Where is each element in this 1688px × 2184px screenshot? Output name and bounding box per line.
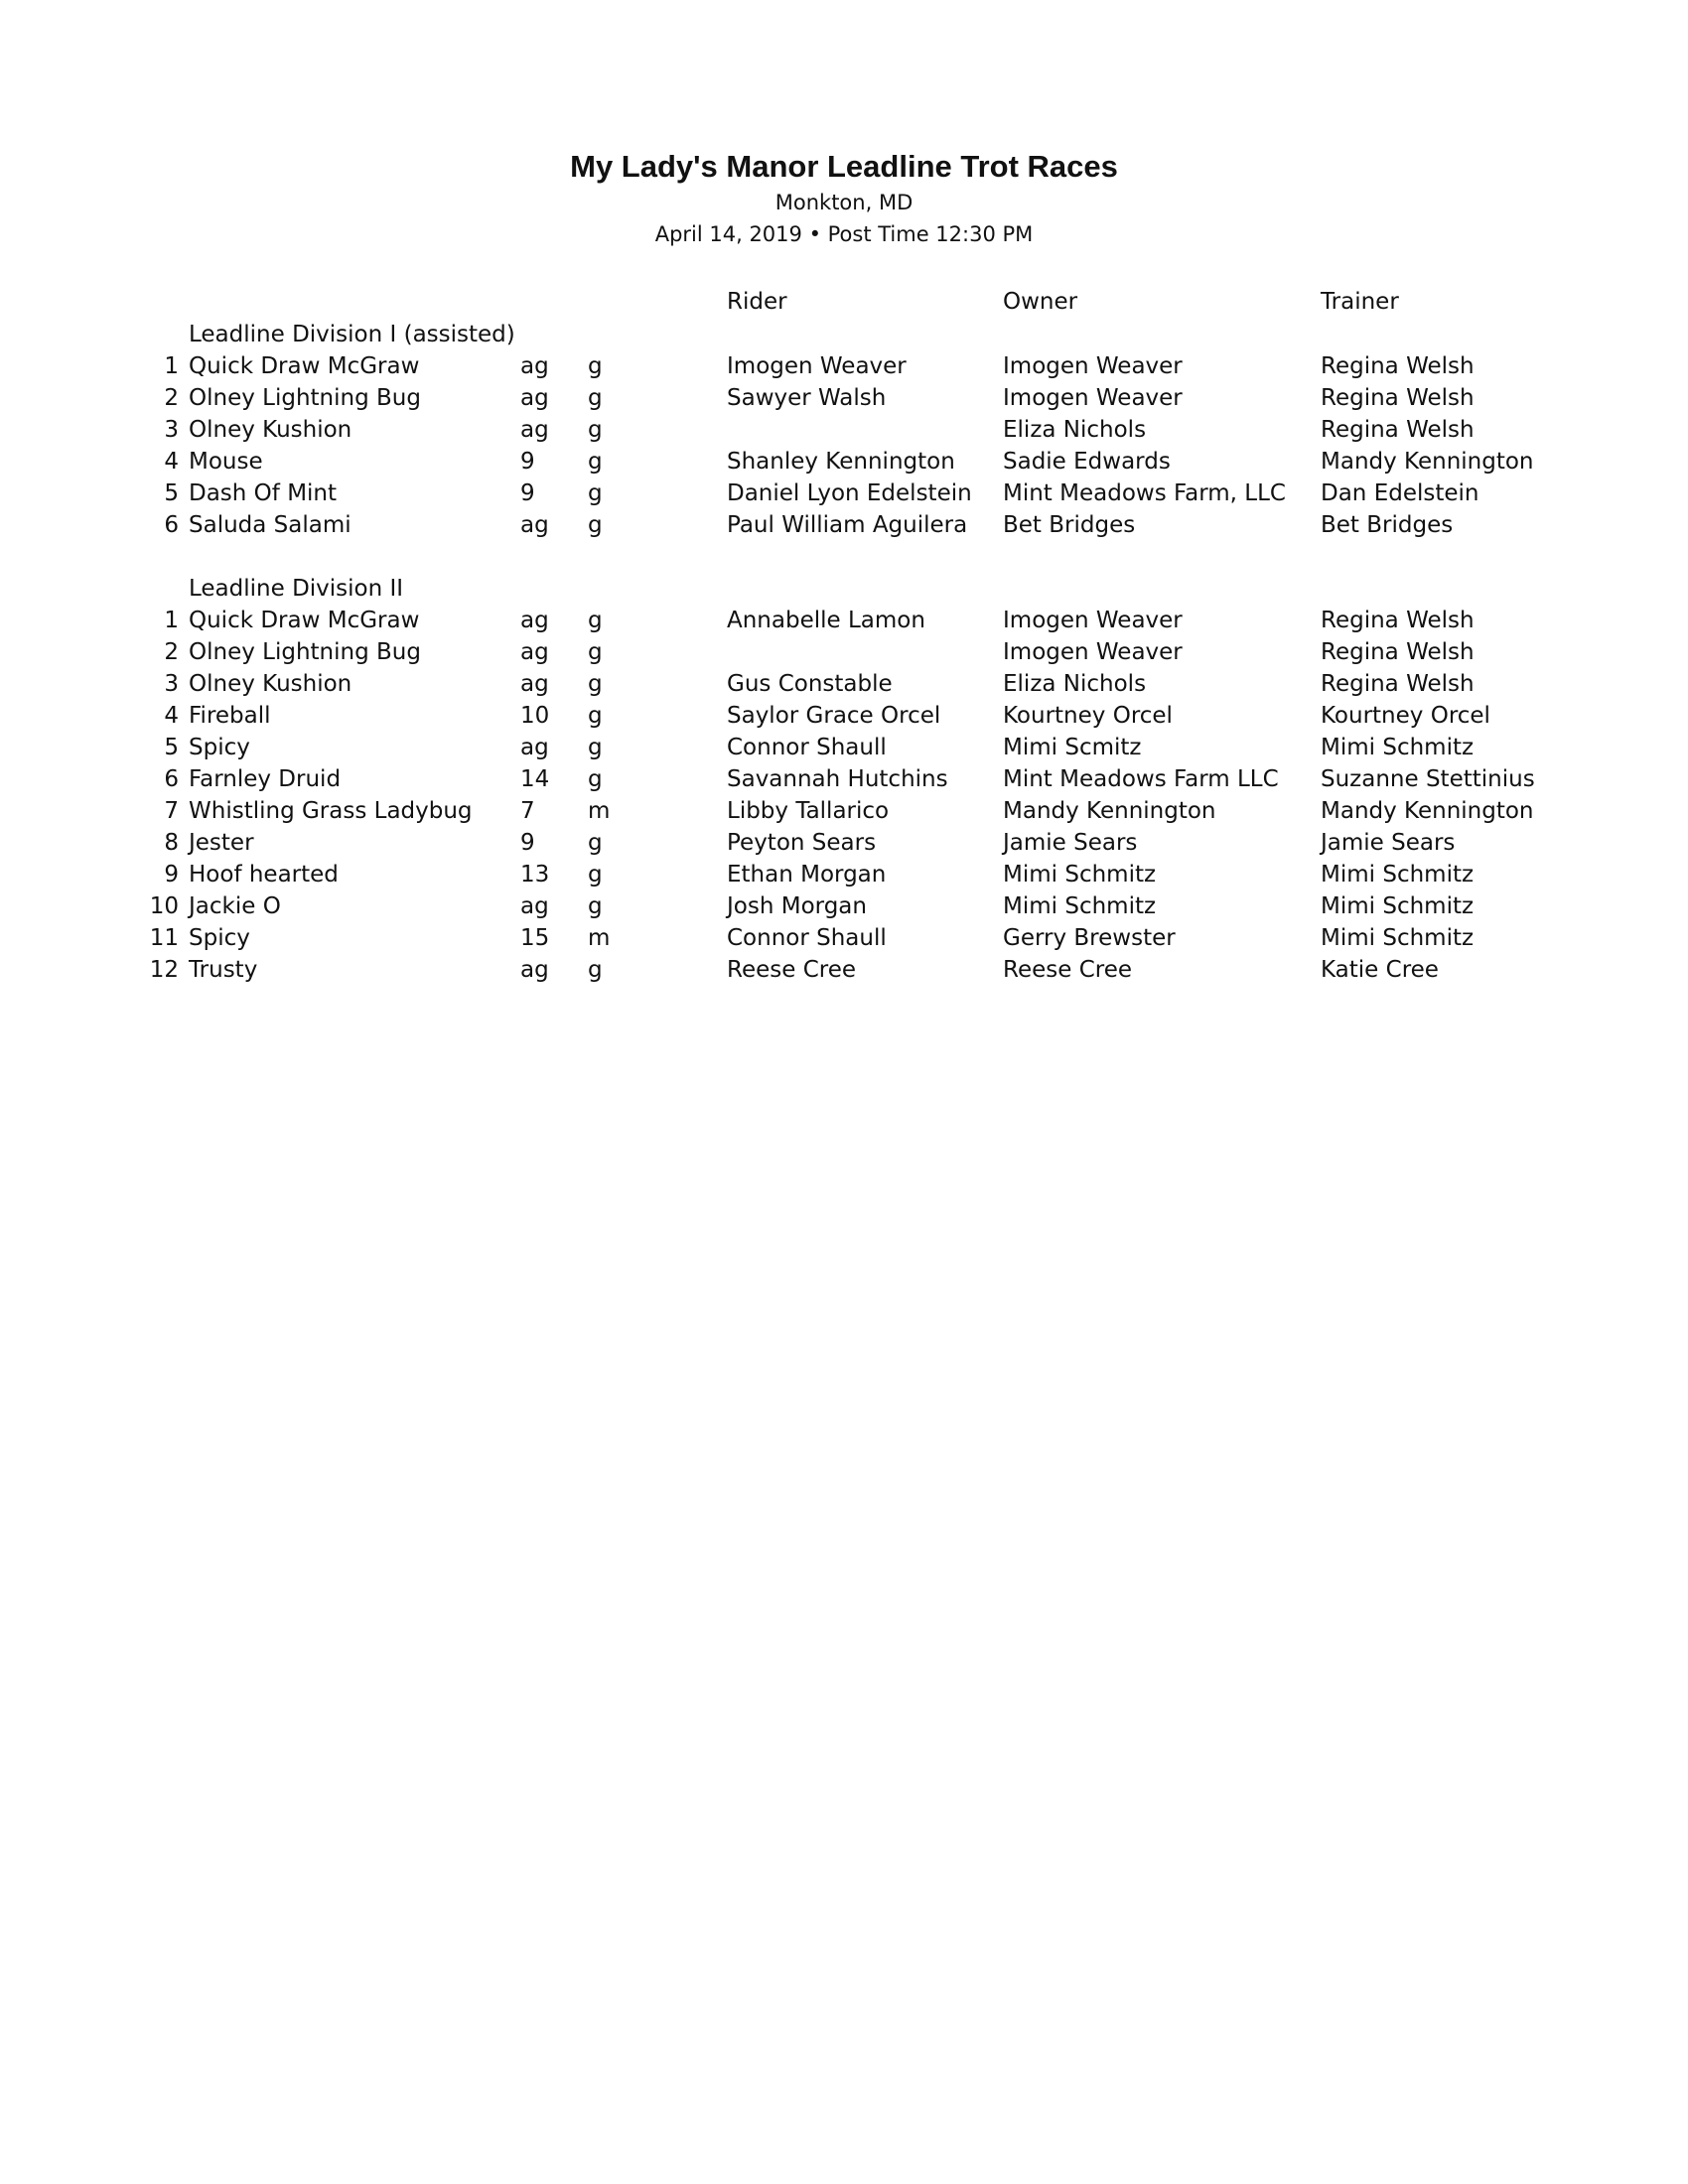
horse-age: ag: [520, 608, 549, 633]
horse-sex: g: [588, 639, 603, 665]
entry-number: 2: [164, 385, 179, 411]
owner-name: Mint Meadows Farm, LLC: [1003, 480, 1286, 506]
horse-sex: g: [588, 703, 603, 729]
rider-name: Josh Morgan: [727, 893, 867, 919]
rider-name: Saylor Grace Orcel: [727, 703, 941, 729]
horse-age: ag: [520, 957, 549, 983]
owner-name: Eliza Nichols: [1003, 417, 1147, 443]
horse-sex: g: [588, 735, 603, 760]
trainer-name: Mimi Schmitz: [1321, 735, 1475, 760]
division-title: Leadline Division II: [189, 576, 404, 602]
rider-name: Peyton Sears: [727, 830, 877, 856]
trainer-name: Jamie Sears: [1321, 830, 1456, 856]
owner-name: Mimi Scmitz: [1003, 735, 1142, 760]
entry-number: 12: [149, 957, 179, 983]
division-heading: [0, 573, 1688, 605]
horse-sex: g: [588, 830, 603, 856]
horse-name: Olney Lightning Bug: [189, 639, 421, 665]
entry-row: [0, 605, 1688, 636]
horse-name: Spicy: [189, 735, 250, 760]
horse-name: Whistling Grass Ladybug: [189, 798, 473, 824]
owner-name: Kourtney Orcel: [1003, 703, 1173, 729]
horse-name: Quick Draw McGraw: [189, 353, 420, 379]
event-location: Monkton, MD: [774, 191, 914, 214]
horse-age: ag: [520, 512, 549, 538]
horse-name: Fireball: [189, 703, 271, 729]
entry-number: 6: [164, 512, 179, 538]
entry-row: [0, 509, 1688, 541]
horse-age: 13: [520, 862, 550, 887]
trainer-name: Mimi Schmitz: [1321, 893, 1475, 919]
horse-name: Quick Draw McGraw: [189, 608, 420, 633]
horse-age: 15: [520, 925, 550, 951]
horse-name: Spicy: [189, 925, 250, 951]
horse-age: ag: [520, 385, 549, 411]
entry-row: [0, 446, 1688, 478]
entry-row: [0, 382, 1688, 414]
horse-sex: g: [588, 671, 603, 697]
trainer-name: Mandy Kennington: [1321, 798, 1534, 824]
owner-name: Sadie Edwards: [1003, 449, 1171, 475]
horse-age: ag: [520, 417, 549, 443]
entry-number: 5: [164, 480, 179, 506]
horse-age: ag: [520, 893, 549, 919]
column-header-trainer: Trainer: [1321, 289, 1399, 315]
horse-sex: g: [588, 353, 603, 379]
horse-name: Olney Lightning Bug: [189, 385, 421, 411]
trainer-name: Regina Welsh: [1321, 353, 1475, 379]
owner-name: Imogen Weaver: [1003, 608, 1183, 633]
owner-name: Mimi Schmitz: [1003, 893, 1157, 919]
trainer-name: Regina Welsh: [1321, 671, 1475, 697]
entry-number: 8: [164, 830, 179, 856]
owner-name: Imogen Weaver: [1003, 385, 1183, 411]
entry-number: 3: [164, 417, 179, 443]
horse-age: ag: [520, 735, 549, 760]
owner-name: Reese Cree: [1003, 957, 1133, 983]
horse-sex: g: [588, 449, 603, 475]
horse-sex: g: [588, 417, 603, 443]
horse-sex: g: [588, 608, 603, 633]
entry-number: 1: [164, 608, 179, 633]
owner-name: Imogen Weaver: [1003, 353, 1183, 379]
trainer-name: Suzanne Stettinius: [1321, 766, 1535, 792]
horse-age: 10: [520, 703, 550, 729]
trainer-name: Mimi Schmitz: [1321, 925, 1475, 951]
owner-name: Eliza Nichols: [1003, 671, 1147, 697]
entry-row: [0, 795, 1688, 827]
entry-number: 3: [164, 671, 179, 697]
rider-name: Ethan Morgan: [727, 862, 887, 887]
horse-sex: g: [588, 766, 603, 792]
entry-row: [0, 732, 1688, 763]
horse-age: ag: [520, 671, 549, 697]
entry-number: 11: [149, 925, 179, 951]
horse-sex: g: [588, 893, 603, 919]
horse-name: Trusty: [189, 957, 258, 983]
division-heading: [0, 319, 1688, 350]
horse-age: 9: [520, 480, 535, 506]
entry-row: [0, 890, 1688, 922]
entry-row: [0, 859, 1688, 890]
horse-age: 9: [520, 449, 535, 475]
rider-name: Shanley Kennington: [727, 449, 955, 475]
owner-name: Imogen Weaver: [1003, 639, 1183, 665]
horse-name: Hoof hearted: [189, 862, 339, 887]
entry-row: [0, 668, 1688, 700]
entry-row: [0, 827, 1688, 859]
horse-name: Olney Kushion: [189, 671, 352, 697]
entry-number: 9: [164, 862, 179, 887]
entry-number: 7: [164, 798, 179, 824]
entry-number: 6: [164, 766, 179, 792]
owner-name: Jamie Sears: [1003, 830, 1138, 856]
horse-sex: m: [588, 925, 611, 951]
horse-name: Saluda Salami: [189, 512, 352, 538]
horse-name: Dash Of Mint: [189, 480, 338, 506]
column-header-row: [0, 286, 1688, 318]
owner-name: Gerry Brewster: [1003, 925, 1176, 951]
entry-number: 2: [164, 639, 179, 665]
horse-sex: m: [588, 798, 611, 824]
horse-age: 14: [520, 766, 550, 792]
rider-name: Annabelle Lamon: [727, 608, 925, 633]
horse-sex: g: [588, 385, 603, 411]
rider-name: Savannah Hutchins: [727, 766, 948, 792]
rider-name: Connor Shaull: [727, 925, 887, 951]
entry-row: [0, 414, 1688, 446]
horse-name: Farnley Druid: [189, 766, 342, 792]
rider-name: Reese Cree: [727, 957, 857, 983]
rider-name: Daniel Lyon Edelstein: [727, 480, 972, 506]
rider-name: Paul William Aguilera: [727, 512, 968, 538]
entry-number: 4: [164, 449, 179, 475]
rider-name: Sawyer Walsh: [727, 385, 887, 411]
horse-age: ag: [520, 353, 549, 379]
rider-name: Gus Constable: [727, 671, 893, 697]
entry-number: 5: [164, 735, 179, 760]
horse-age: ag: [520, 639, 549, 665]
trainer-name: Regina Welsh: [1321, 639, 1475, 665]
horse-age: 9: [520, 830, 535, 856]
trainer-name: Bet Bridges: [1321, 512, 1454, 538]
horse-name: Jackie O: [189, 893, 281, 919]
horse-sex: g: [588, 480, 603, 506]
entry-number: 1: [164, 353, 179, 379]
column-header-owner: Owner: [1003, 289, 1078, 315]
trainer-name: Regina Welsh: [1321, 385, 1475, 411]
owner-name: Mimi Schmitz: [1003, 862, 1157, 887]
trainer-name: Mimi Schmitz: [1321, 862, 1475, 887]
division-title: Leadline Division I (assisted): [189, 322, 515, 347]
trainer-name: Mandy Kennington: [1321, 449, 1534, 475]
entry-row: [0, 954, 1688, 986]
entry-row: [0, 700, 1688, 732]
owner-name: Mandy Kennington: [1003, 798, 1216, 824]
horse-name: Mouse: [189, 449, 263, 475]
entry-row: [0, 478, 1688, 509]
rider-name: Imogen Weaver: [727, 353, 907, 379]
owner-name: Mint Meadows Farm LLC: [1003, 766, 1279, 792]
horse-sex: g: [588, 957, 603, 983]
entry-row: [0, 922, 1688, 954]
horse-name: Olney Kushion: [189, 417, 352, 443]
trainer-name: Katie Cree: [1321, 957, 1439, 983]
rider-name: Libby Tallarico: [727, 798, 890, 824]
entry-row: [0, 350, 1688, 382]
horse-sex: g: [588, 512, 603, 538]
page-title: My Lady's Manor Leadline Trot Races: [570, 149, 1118, 184]
horse-age: 7: [520, 798, 535, 824]
entry-row: [0, 763, 1688, 795]
entry-row: [0, 636, 1688, 668]
entry-number: 4: [164, 703, 179, 729]
horse-name: Jester: [189, 830, 254, 856]
entry-number: 10: [149, 893, 179, 919]
trainer-name: Regina Welsh: [1321, 608, 1475, 633]
trainer-name: Kourtney Orcel: [1321, 703, 1490, 729]
rider-name: Connor Shaull: [727, 735, 887, 760]
trainer-name: Dan Edelstein: [1321, 480, 1479, 506]
horse-sex: g: [588, 862, 603, 887]
column-header-rider: Rider: [727, 289, 787, 315]
owner-name: Bet Bridges: [1003, 512, 1136, 538]
trainer-name: Regina Welsh: [1321, 417, 1475, 443]
event-dateline: April 14, 2019 • Post Time 12:30 PM: [654, 222, 1034, 246]
